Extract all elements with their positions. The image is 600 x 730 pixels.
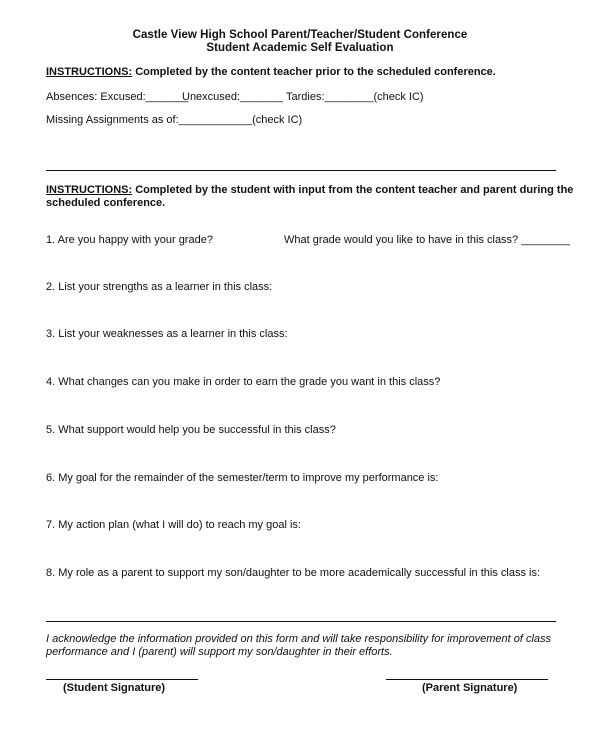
question-3: 3. List your weaknesses as a learner in this class: (46, 328, 288, 340)
section-divider (46, 170, 556, 171)
question-7: 7. My action plan (what I will do) to reach my goal is: (46, 519, 301, 531)
question-6: 6. My goal for the remainder of the semester/term to improve my performance is: (46, 472, 439, 484)
teacher-instructions-lead: INSTRUCTIONS: (46, 66, 133, 78)
student-instructions (46, 184, 573, 196)
parent-signature-line[interactable] (386, 679, 548, 680)
student-instructions-text-line2: scheduled conference. (46, 197, 166, 209)
absences-excused-field[interactable]: Absences: Excused:_______ (46, 91, 189, 103)
question-5: 5. What support would help you be successful in this class? (46, 424, 336, 436)
acknowledgement-line2: performance and I (parent) will support my son/daughter in their efforts. (46, 646, 393, 658)
desired-grade-field[interactable]: What grade would you like to have in this class? ________ (284, 234, 571, 246)
student-signature-label: (Student Signature) (63, 682, 166, 694)
form-title-line1: Castle View High School Parent/Teacher/Student Conference (132, 29, 468, 41)
form-title-line2: Student Academic Self Evaluation (206, 42, 394, 54)
question-4: 4. What changes can you make in order to earn the grade you want in this class? (46, 376, 441, 388)
student-instructions-text-line1: Completed by the student with input from the content teacher and parent during the (132, 184, 574, 196)
question-2: 2. List your strengths as a learner in this class: (46, 281, 273, 293)
acknowledgement-divider (46, 621, 556, 622)
absences-unexcused-field[interactable]: Unexcused:_______ (182, 91, 283, 103)
question-8: 8. My role as a parent to support my son/daughter to be more academically successful in this class is: (46, 567, 541, 579)
parent-signature-label: (Parent Signature) (422, 682, 518, 694)
student-instructions-lead: INSTRUCTIONS: (46, 184, 133, 196)
student-signature-line[interactable] (46, 679, 198, 680)
teacher-instructions (46, 66, 496, 78)
tardies-field[interactable]: Tardies:________(check IC) (286, 91, 424, 103)
teacher-instructions-text: Completed by the content teacher prior to the scheduled conference. (132, 66, 496, 78)
acknowledgement-line1: I acknowledge the information provided on this form and will take responsibility for improvement of class (46, 633, 552, 645)
question-1: 1. Are you happy with your grade? (46, 234, 213, 246)
missing-assignments-field[interactable]: Missing Assignments as of:____________(check IC) (46, 114, 303, 126)
